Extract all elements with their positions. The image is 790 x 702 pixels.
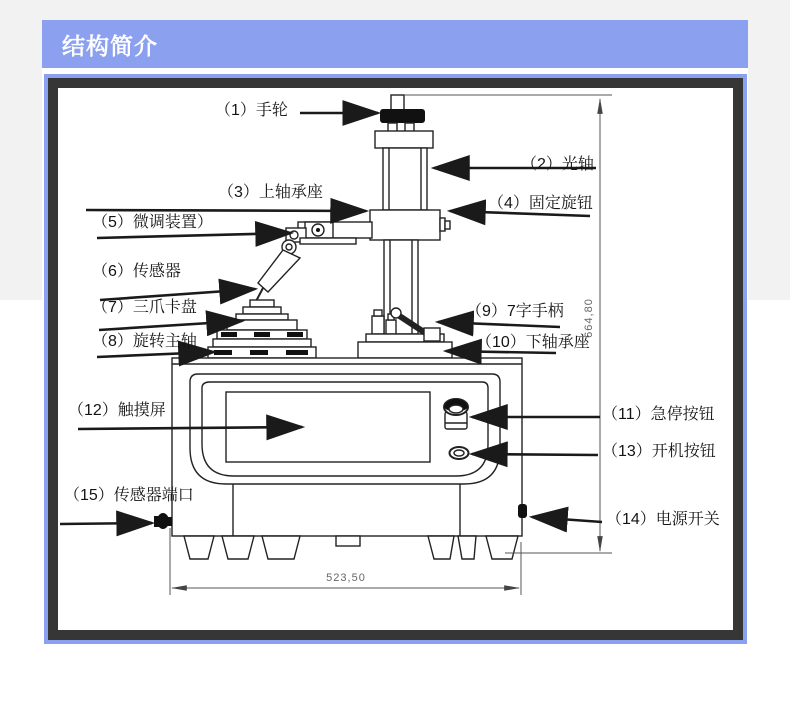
callout-label-fine-adjustment: （5）微调装置） bbox=[92, 214, 213, 231]
callout-label-optical-axis: （2）光轴 bbox=[521, 156, 594, 173]
callout-label-fixing-knob: （4）固定旋钮 bbox=[488, 195, 593, 212]
fine-adjustment-device bbox=[286, 222, 372, 244]
arrow-9-handle bbox=[438, 322, 560, 327]
dimension-width-value: 523,50 bbox=[326, 572, 366, 584]
arrow-15-sensor-port bbox=[60, 523, 152, 524]
callout-label-sensor-port: （15）传感器端口 bbox=[64, 487, 194, 504]
optical-axis-column bbox=[383, 148, 427, 210]
page-title: 结构简介 bbox=[62, 32, 158, 59]
callout-label-upper-bearing: （3）上轴承座 bbox=[218, 184, 323, 201]
power-on-button bbox=[450, 447, 469, 459]
arrow-7-chuck bbox=[99, 321, 242, 330]
rotating-spindle bbox=[208, 330, 316, 358]
callout-label-spindle: （8）旋转主轴 bbox=[92, 333, 197, 350]
three-jaw-chuck bbox=[227, 300, 297, 330]
callout-label-lower-bearing: （10）下轴承座 bbox=[476, 334, 590, 351]
callout-label-power-switch: （14）电源开关 bbox=[606, 511, 720, 528]
sensor-port bbox=[154, 513, 172, 529]
callout-label-handwheel: （1）手轮 bbox=[215, 102, 288, 119]
callout-label-chuck: （7）三爪卡盘 bbox=[92, 299, 197, 316]
machine-body-group bbox=[154, 95, 527, 559]
arrow-14-power-switch bbox=[532, 517, 602, 522]
arrow-13-power-on bbox=[472, 454, 598, 455]
dimension-height-value: 664,80 bbox=[583, 298, 595, 338]
sensor-probe bbox=[254, 240, 300, 305]
callout-label-power-on: （13）开机按钮 bbox=[602, 443, 716, 460]
callout-label-handle: （9）7字手柄 bbox=[466, 303, 564, 320]
upper-bearing-seat bbox=[370, 210, 450, 240]
callout-label-emergency-stop: （11）急停按钮 bbox=[602, 406, 715, 423]
machine-feet bbox=[184, 536, 518, 559]
handwheel-assembly bbox=[375, 95, 433, 148]
power-switch bbox=[518, 504, 527, 518]
arrow-3-upper-bearing-seat bbox=[86, 210, 366, 211]
callout-label-sensor: （6）传感器 bbox=[92, 263, 181, 280]
emergency-stop-button bbox=[444, 399, 468, 429]
arrow-5-fine-adjustment bbox=[97, 233, 291, 238]
callout-label-touch-screen: （12）触摸屏 bbox=[68, 402, 166, 419]
arrow-8-spindle bbox=[97, 352, 214, 357]
